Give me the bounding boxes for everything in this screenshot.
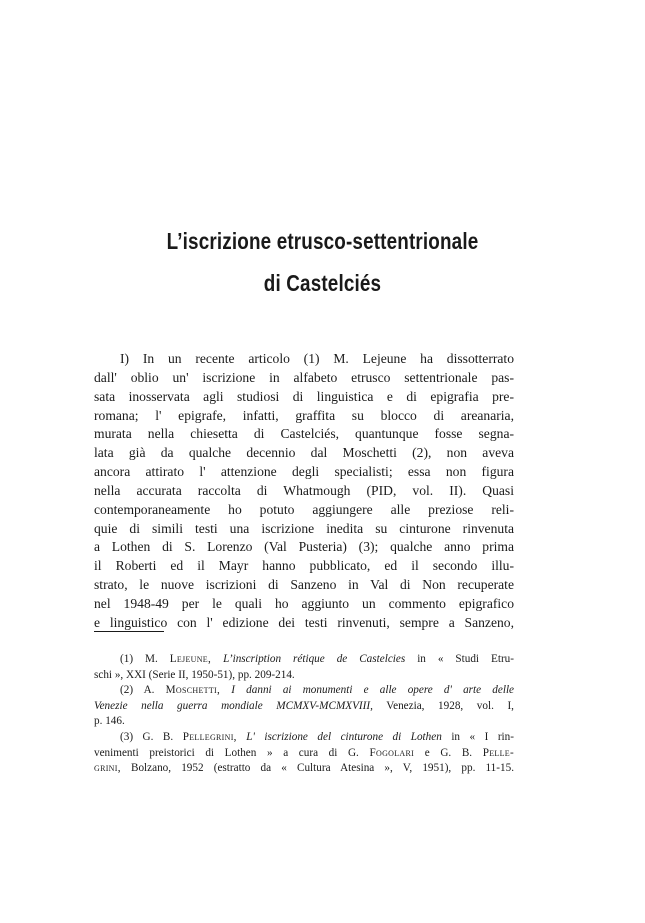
footnote-author: Pellegrini,: [182, 730, 237, 743]
footnote-number: (3) G. B.: [120, 730, 174, 743]
footnote-title: L’inscription rétique de Castelcies: [223, 653, 406, 665]
body-line: e linguistico con l' edizione dei testi rinvenuti, sempre a Sanzeno,: [94, 614, 514, 630]
article-title-line-1: L’iscrizione etrusco-settentrionale: [166, 228, 479, 254]
footnote-title: Venezie nella guerra mondiale MCMXV-MCMXVIII,: [94, 699, 373, 712]
body-line: romana; l' epigrafe, infatti, graffita su blocco di areanaria,: [94, 407, 514, 423]
footnote-name: Pelle-: [482, 746, 515, 759]
footnote-text: venimenti preistorici di Lothen » a cura di G.: [94, 746, 359, 759]
body-line: ancora attirato l' attenzione degli specialisti; essa non figura: [94, 464, 514, 480]
footnote-text: e G. B.: [424, 746, 473, 759]
body-line: il Roberti ed il Mayr hanno pubblicato, ed il secondo illu-: [94, 558, 514, 574]
footnotes: [94, 652, 514, 777]
body-line: lata già da qualche decennio dal Moschetti (2), non aveva: [94, 445, 514, 461]
footnote-number: (1) M.: [120, 653, 158, 665]
footnote-3-line-3: [94, 761, 514, 777]
body-line: quie di simili testi una iscrizione inedita su cinturone rinvenuta: [94, 520, 514, 536]
footnote-2-line-1: [94, 683, 514, 699]
footnote-2-line-2: [94, 699, 514, 715]
footnote-title: I danni ai monumenti e alle opere d' arte delle: [231, 684, 515, 697]
footnote-text: in « Studi Etru-: [417, 653, 514, 665]
body-line: I) In un recente articolo (1) M. Lejeune ha dissotterrato: [120, 351, 514, 366]
body-line: dall' oblio un' iscrizione in alfabeto etrusco settentrionale pas-: [94, 369, 514, 385]
footnote-author: Lejeune,: [169, 653, 212, 665]
footnote-number: (2) A.: [120, 684, 155, 697]
article-title-line-2: di Castelciés: [263, 270, 382, 296]
body-line: strato, le nuove iscrizioni di Sanzeno in Val di Non recuperate: [94, 577, 514, 593]
footnote-2-line-3: p. 146.: [94, 715, 125, 728]
footnote-3-line-2: [94, 746, 514, 762]
body-line: murata nella chiesetta di Castelciés, quantunque fosse segna-: [94, 426, 514, 442]
body-line: contemporaneamente ho potuto aggiungere alle preziose reli-: [94, 501, 514, 517]
body-line: sata inosservata agli studiosi di linguistica e di epigrafia pre-: [94, 388, 514, 404]
footnote-3-line-1: [94, 730, 514, 746]
footnote-separator: [94, 631, 164, 632]
footnote-name: Fogolari: [369, 746, 415, 759]
footnote-author: Moschetti,: [165, 684, 221, 697]
body-paragraph: [94, 350, 514, 633]
body-line: a Lothen di S. Lorenzo (Val Pusteria) (3); qualche anno prima: [94, 539, 514, 555]
footnote-text: Bolzano, 1952 (estratto da « Cultura Atesina », V, 1951), pp. 11-15.: [130, 762, 514, 775]
footnote-1-line-2: schi », XXI (Serie II, 1950-51), pp. 209-214.: [94, 668, 295, 681]
footnote-title: L' iscrizione del cinturone di Lothen: [246, 730, 442, 743]
body-line: nel 1948-49 per le quali ho aggiunto un commento epigrafico: [94, 595, 514, 611]
body-line: nella accurata raccolta di Whatmough (PID, vol. II). Quasi: [94, 482, 514, 498]
footnote-name: grini,: [94, 762, 121, 775]
footnote-1-line-1: [94, 652, 514, 668]
footnote-text: in « I rin-: [451, 730, 514, 743]
footnote-text: Venezia, 1928, vol. I,: [386, 699, 514, 712]
